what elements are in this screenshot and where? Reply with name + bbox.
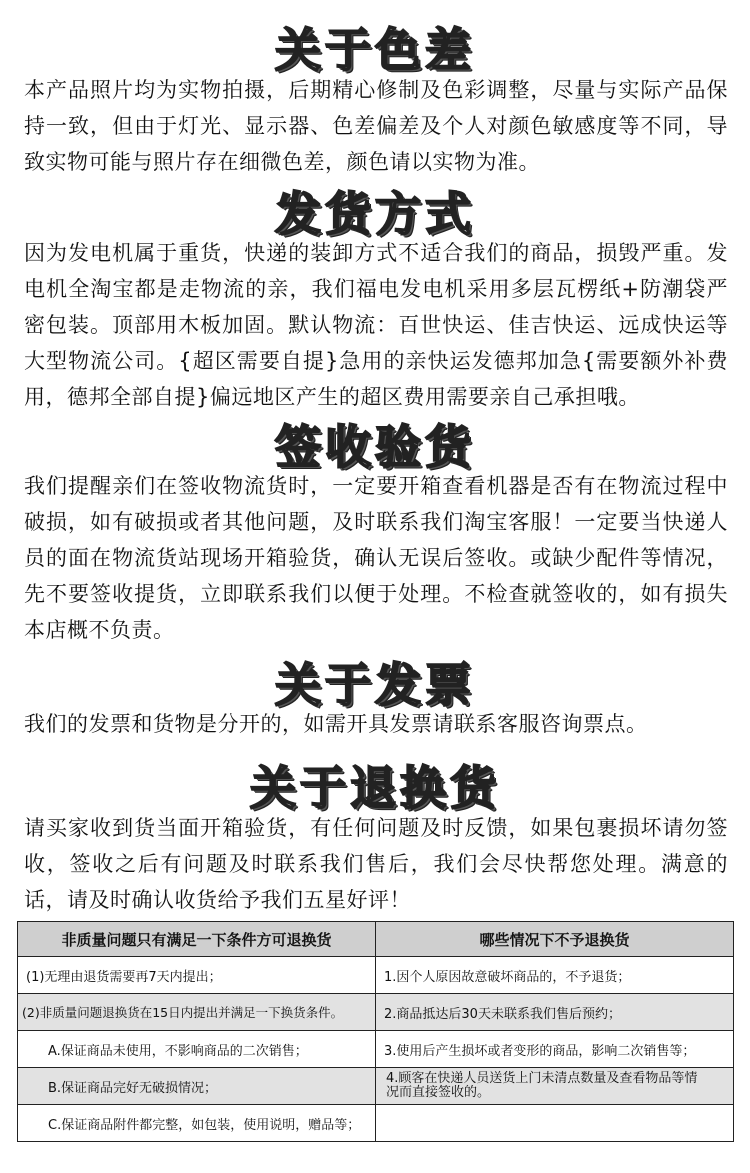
heading-receipt-inspection: 签收验货	[275, 420, 475, 474]
table-cell: 1.因个人原因故意破坏商品的，不予退货；	[376, 957, 734, 994]
paragraph-invoice: 我们的发票和货物是分开的，如需开具发票请联系客服咨询票点。	[24, 712, 648, 736]
table-cell: (1)无理由退货需要再7天内提出；	[18, 957, 376, 994]
heading-shipping-method: 发货方式	[275, 187, 475, 241]
table-header-returnable: 非质量问题只有满足一下条件方可退换货	[18, 922, 376, 957]
heading-invoice: 关于发票	[275, 658, 475, 712]
table-cell: B.保证商品完好无破损情况；	[18, 1068, 376, 1105]
paragraph-shipping-method: 因为发电机属于重货，快递的装卸方式不适合我们的商品，损毁严重。发电机全淘宝都是走物流的亲，我们福电发电机采用多层瓦楞纸+防潮袋严密包装。顶部用木板加固。默认物流：百世快运、佳吉快运、远成快运等大型物流公司。{超区需要自提}急用的亲快运发德邦加急{需要额外补费用，德邦全部自提}偏远地区产生的超区费用需要亲自己承担哦。	[24, 241, 728, 409]
cut-off-top-text	[20, 0, 580, 6]
paragraph-returns: 请买家收到货当面开箱验货，有任何问题及时反馈，如果包裹损坏请勿签收，签收之后有问题及时联系我们售后，我们会尽快帮您处理。满意的话，请及时确认收货给予我们五星好评！	[24, 816, 728, 912]
table-row	[18, 994, 734, 1031]
table-header-row	[18, 922, 734, 957]
table-cell: 4.顾客在快递人员送货上门未清点数量及查看物品等情况而直接签收的。	[376, 1068, 734, 1105]
paragraph-receipt-inspection: 我们提醒亲们在签收物流货时，一定要开箱查看机器是否有在物流过程中破损，如有破损或者其他问题，及时联系我们淘宝客服！一定要当快递人员的面在物流货站现场开箱验货，确认无误后签收。或缺少配件等情况，先不要签收提货，立即联系我们以便于处理。不检查就签收的，如有损失本店概不负责。	[24, 474, 728, 642]
table-row	[18, 1031, 734, 1068]
table-row	[18, 1068, 734, 1105]
paragraph-color-difference: 本产品照片均为实物拍摄，后期精心修制及色彩调整，尽量与实际产品保持一致，但由于灯光、显示器、色差偏差及个人对颜色敏感度等不同，导致实物可能与照片存在细微色差，颜色请以实物为准。	[24, 78, 728, 174]
heading-returns: 关于退换货	[250, 761, 500, 815]
table-cell: 3.使用后产生损坏或者变形的商品，影响二次销售等；	[376, 1031, 734, 1068]
table-cell: (2)非质量问题退换货在15日内提出并满足一下换货条件。	[18, 994, 376, 1031]
table-cell: C.保证商品附件都完整，如包装，使用说明，赠品等；	[18, 1105, 376, 1142]
heading-color-difference: 关于色差	[275, 23, 475, 77]
table-cell	[376, 1105, 734, 1142]
table-header-not-returnable: 哪些情况下不予退换货	[376, 922, 734, 957]
table-row	[18, 1105, 734, 1142]
table-cell: 2.商品抵达后30天未联系我们售后预约；	[376, 994, 734, 1031]
table-row	[18, 957, 734, 994]
returns-policy-table	[17, 921, 734, 1142]
table-cell: A.保证商品未使用，不影响商品的二次销售；	[18, 1031, 376, 1068]
